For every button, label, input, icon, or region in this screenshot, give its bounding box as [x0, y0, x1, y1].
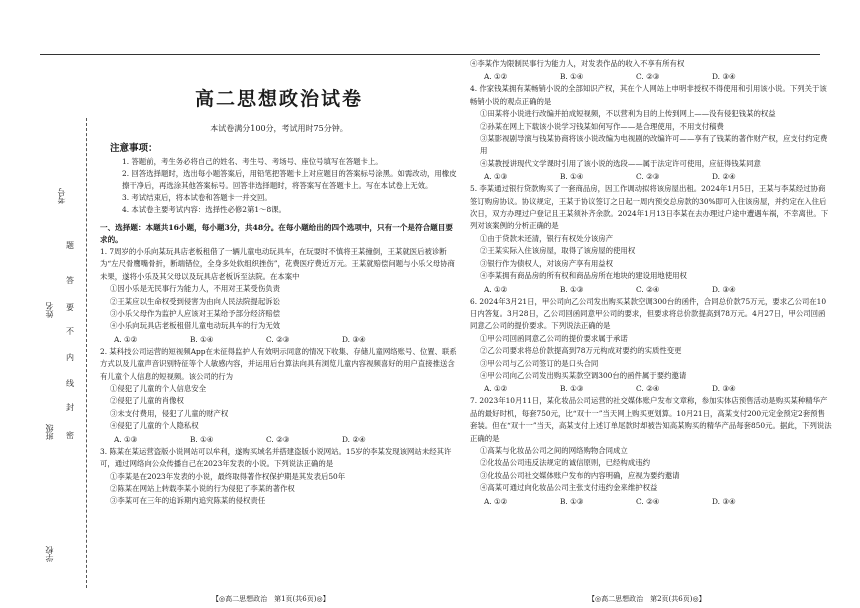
notes-title: 注意事项：	[110, 143, 158, 154]
choice-a: A. ①②	[484, 284, 508, 294]
choice-b: B. ①③	[560, 496, 584, 506]
section-heading: 一、选择题：本题共16小题，每小题3分，共48分。在每小题给出的四个选项中，只有一个是符合题目要求的。	[100, 223, 453, 244]
question-2-option: ①侵犯了儿童的个人信息安全	[110, 384, 207, 394]
seal-char: 要	[66, 303, 74, 312]
question-3-option: ③李某可在三年的追诉期内追究陈某的侵权责任	[110, 496, 266, 506]
question-1-option: ③小乐父母作为监护人应该对王某给予部分经济赔偿	[110, 309, 280, 319]
question-2-option: ④侵犯了儿童的个人隐私权	[110, 421, 199, 431]
choice-c: C. ②④	[636, 384, 660, 394]
choice-c: C. ②④	[636, 284, 660, 294]
seal-char: 内	[66, 353, 74, 362]
question-1-option: ①因小乐是无民事行为能力人，不用对王某受伤负责	[110, 284, 280, 294]
question-7-stem: 7. 2023年10月11日，某化妆品公司运营的社交媒体账户发布文章称，参加实体店预售活动是购买某种精华产品的最好时机，每套750元，比“双十一”当天网上购买更划算。10月21日，高某支付200元定金预定2套预售套装。但在“双十一”当天，高某支付上述订单尾款时却被告知高某购买的精华产品每套850元。据此，下列说法正确的是	[470, 396, 832, 443]
right-footer: 【◎高二思想政治 第2页(共6页)◎】	[588, 595, 706, 603]
question-3-choices	[470, 70, 832, 83]
choice-d: D. ③④	[342, 334, 366, 344]
choice-d: D. ③④	[712, 384, 736, 394]
right-page	[470, 58, 832, 508]
choice-b: B. ①③	[560, 284, 584, 294]
choice-a: A. ①②	[484, 72, 508, 82]
choice-b: B. ①③	[560, 384, 584, 394]
q3-last-option: ④李某作为限制民事行为能力人，对发表作品的收入不享有所有权	[470, 59, 685, 68]
seal-char: 答	[66, 276, 74, 285]
choice-d: D. ②④	[712, 172, 736, 182]
binding-line	[86, 118, 87, 588]
question-6-choices	[470, 382, 832, 395]
choice-a: A. ①③	[114, 434, 138, 444]
choice-c: C. ②④	[636, 496, 660, 506]
question-1-option: ②王某应以生命权受到侵害为由向人民法院提起诉讼	[110, 296, 280, 306]
question-3-option: ②陈某在网站上转载李某小说的行为侵犯了李某的著作权	[110, 483, 295, 493]
question-6-option: ③甲公司与乙公司签订的是口头合同	[480, 358, 599, 368]
choice-c: C. ②③	[266, 334, 290, 344]
question-6-option: ①甲公司回函同意乙公司的提价要求属于承诺	[480, 333, 628, 343]
choice-b: B. ①④	[560, 172, 584, 182]
seal-char: 不	[66, 327, 74, 336]
seal-char: 密	[66, 431, 74, 440]
question-4-stem: 4. 作家钱某拥有某畅销小说的全部知识产权，其在个人网站上申明非授权不得使用和引用该小说。下列关于该畅销小说的观点正确的是	[470, 84, 827, 106]
margin-label-banji: 班级	[45, 424, 54, 440]
question-7-option: ①高某与化妆品公司之间的网络购物合同成立	[480, 445, 628, 455]
margin-label-xingming: 姓名	[45, 302, 54, 318]
seal-char: 封	[66, 403, 74, 412]
choice-d: D. ③④	[712, 72, 736, 82]
question-5-option: ③银行作为债权人，对该房产享有用益权	[480, 258, 614, 268]
note-item: 2. 回答选择题时，选出每小题答案后，用铅笔把答题卡上对应题目的答案标号涂黑。如需改动，用橡皮擦干净后，再选涂其他答案标号。回答非选择题时，将答案写在答题卡上。写在本试卷上无效。	[122, 169, 457, 190]
choice-d: D. ③④	[712, 284, 736, 294]
choice-c: C. ②③	[636, 172, 660, 182]
question-4-choices	[470, 170, 832, 183]
choice-a: A. ①②	[114, 334, 138, 344]
question-5-choices	[470, 283, 832, 296]
note-item: 1. 答题前，考生务必将自己的姓名、考生号、考场号、座位号填写在答题卡上。	[122, 157, 383, 166]
subtitle: 本试卷满分100分，考试用时75分钟。	[210, 124, 348, 133]
question-7-option: ④高某可通过向化妆品公司主张支付违约金来维护权益	[480, 483, 658, 493]
choice-a: A. ①③	[484, 172, 508, 182]
question-2-option: ③未支付费用，侵犯了儿童的财产权	[110, 408, 229, 418]
question-4-option: ②孙某在网上下载该小说学习钱某如何写作——是合理使用，不用支付稿费	[480, 121, 724, 131]
left-footer: 【◎高二思想政治 第1页(共6页)◎】	[212, 595, 330, 603]
question-4-option: ③某影视剧导演与钱某协商将该小说改编为电视剧的改编许可——享有了钱某的著作财产权，应支付约定费用	[480, 134, 828, 156]
choice-b: B. ①④	[560, 72, 584, 82]
choice-d: D. ③④	[712, 496, 736, 506]
left-page	[100, 70, 458, 508]
page-title: 高二思想政治试卷	[194, 88, 363, 110]
note-item: 4. 本试卷主要考试内容：选择性必修2第1～8课。	[122, 205, 286, 214]
question-2-stem: 2. 某科技公司运营的短视频App在未征得监护人有效明示同意的情况下收集、存储儿童网络账号、位置、联系方式以及儿童声音识别特征等个人敏感内容，并运用后台算法向具有浏览儿童内容视频喜好的用户直接推送含有儿童个人信息的短视频。该公司的行为	[100, 346, 457, 381]
note-item: 3. 考试结束后，将本试卷和答题卡一并交回。	[122, 193, 272, 202]
margin-label-xuexiao: 学校	[45, 546, 54, 562]
question-7-option: ③化妆品公司社交媒体账户发布的内容明确，应视为要约邀请	[480, 470, 680, 480]
choice-a: A. ①②	[484, 496, 508, 506]
question-5-option: ①由于贷款未还清，银行有权处分该房产	[480, 233, 614, 243]
choice-c: C. ②③	[266, 434, 290, 444]
question-6-option: ④甲公司向乙公司发出购买某款空调300台的函件属于要约邀请	[480, 370, 687, 380]
choice-b: B. ①④	[190, 434, 214, 444]
question-5-option: ②王某实际入住该房屋，取得了该房屋的使用权	[480, 246, 636, 256]
question-2-option: ②侵犯了儿童的肖像权	[110, 396, 184, 406]
top-rule	[40, 54, 820, 55]
margin-label-kaohao: 考号	[57, 188, 66, 204]
question-6-option: ②乙公司要求将总价款提高到78万元构成对要约的实质性变更	[480, 346, 682, 356]
question-7-option: ②化妆品公司违反法规定的诚信原则，已经构成违约	[480, 458, 650, 468]
question-6-stem: 6. 2024年3月21日，甲公司向乙公司发出购买某款空调300台的函件，合同总价款75万元，要求乙公司在10日内答复。3月28日，乙公司回函同意甲公司的要求，但要求将总价款提高到78万元。4月27日，甲公司回函同意乙公司的提价要求。下列说法正确的是	[470, 296, 827, 331]
choice-b: B. ①④	[190, 334, 214, 344]
question-7-choices	[470, 495, 832, 508]
choice-c: C. ②③	[636, 72, 660, 82]
question-3-stem: 3. 陈某在某运营盗版小说网站可以牟利，遂购买域名并搭建盗版小说网站。15岁的李某发现该网站未经其许可，通过网络向公众传播自己在2023年发表的小说。下列说法正确的是	[100, 446, 452, 469]
question-2-choices	[100, 433, 458, 446]
seal-char: 线	[66, 379, 74, 388]
seal-char: 题	[66, 241, 74, 250]
question-5-option: ④李某拥有商品房的所有权和商品房所在地块的建设用地使用权	[480, 271, 687, 281]
question-1-stem: 1. 7周岁的小乐向某玩具店老板租借了一辆儿童电动玩具车，在玩耍时不慎将王某撞倒，王某就医后被诊断为“左尺骨鹰嘴骨折，断端错位，全身多处软组织挫伤”，花费医疗费近万元。王某就赔偿问题与小乐父母协商未果，遂将小乐及其父母以及玩具店老板诉至法院。在本案中	[100, 247, 455, 281]
question-1-choices	[100, 333, 458, 346]
choice-a: A. ①②	[484, 384, 508, 394]
question-4-option: ①田某将小说进行改编并拍成短视频，不以营利为目的上传到网上——没有侵犯钱某的权益	[480, 109, 776, 119]
question-4-option: ④某教授讲现代文学课时引用了该小说的选段——属于法定许可使用，应征得钱某同意	[480, 158, 761, 168]
question-3-option: ①李某是在2023年发表的小说，最终取得著作权保护期是其发表后50年	[110, 471, 346, 481]
question-1-option: ④小乐向玩具店老板租借儿童电动玩具车的行为无效	[110, 321, 280, 331]
question-5-stem: 5. 李某通过银行贷款购买了一套商品房，因工作调动拟将该房屋出租。2024年1月5日，王某与李某经过协商签订购房协议。协议规定，王某于协议签订之日起一周内预交总房款的30%即可入住该房屋，并约定在入住后次日，双方办理过户登记且王某须补齐余款。2024年1月13日李某在去办理过户途中遭遇车祸，不幸离世。下列对该案例的分析正确的是	[470, 184, 829, 231]
choice-d: D. ②④	[342, 434, 366, 444]
